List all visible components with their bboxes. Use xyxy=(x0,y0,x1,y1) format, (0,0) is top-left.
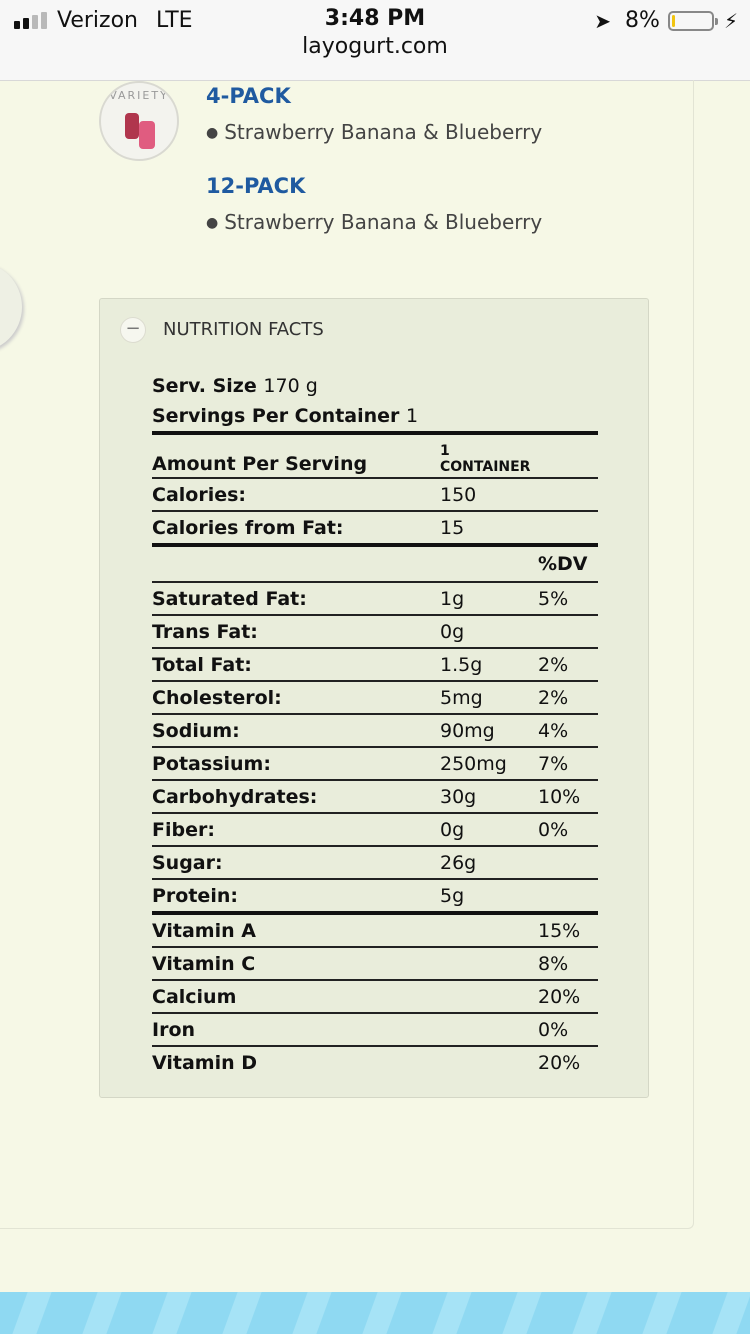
nutrient-dv: 7% xyxy=(538,752,569,775)
nutrition-header[interactable]: NUTRITION FACTS xyxy=(163,319,324,340)
nutrient-label: Protein: xyxy=(152,884,238,907)
nutrient-label: Carbohydrates: xyxy=(152,785,318,808)
nutrient-row xyxy=(152,781,598,814)
nutrient-row xyxy=(152,814,598,847)
nutrient-label: Cholesterol: xyxy=(152,686,282,709)
nutrient-row xyxy=(152,616,598,649)
vitamin-row xyxy=(152,1014,598,1047)
charging-icon: ⚡ xyxy=(723,8,738,33)
vitamin-row xyxy=(152,915,598,948)
footer-stripe xyxy=(292,1292,331,1334)
footer-stripe xyxy=(12,1292,51,1334)
address-bar[interactable]: layogurt.com xyxy=(302,34,448,59)
nutrient-amount: 90mg xyxy=(440,719,495,742)
vitamin-label: Iron xyxy=(152,1018,196,1041)
pack-title-4: 4-PACK xyxy=(206,84,291,108)
vitamin-row xyxy=(152,981,598,1014)
nutrient-amount: 1.5g xyxy=(440,653,483,676)
vitamin-row xyxy=(152,948,598,981)
nutrient-row xyxy=(152,847,598,880)
status-bar xyxy=(0,0,750,81)
dv-header-row xyxy=(152,547,598,583)
nutrient-amount: 5mg xyxy=(440,686,483,709)
vitamin-label: Vitamin C xyxy=(152,952,256,975)
vitamin-label: Vitamin A xyxy=(152,919,256,942)
nutrient-dv: 0% xyxy=(538,818,569,841)
footer-stripe xyxy=(362,1292,401,1334)
footer-stripe xyxy=(502,1292,541,1334)
nutrient-label: Saturated Fat: xyxy=(152,587,307,610)
calories-row: Calories: 150 xyxy=(152,479,598,512)
nutrient-label: Fiber: xyxy=(152,818,215,841)
amount-per-serving-label: Amount Per Serving xyxy=(152,453,368,475)
nutrient-row xyxy=(152,715,598,748)
serving-size: Serv. Size 170 g xyxy=(152,375,318,397)
nutrition-panel xyxy=(99,298,649,1098)
footer-stripe xyxy=(572,1292,611,1334)
location-arrow-icon: ➤ xyxy=(594,8,612,33)
dv-header: %DV xyxy=(538,553,588,575)
amount-header-row xyxy=(152,431,598,479)
footer-stripe xyxy=(152,1292,191,1334)
servings-per-container: Servings Per Container 1 xyxy=(152,405,419,427)
clock: 3:48 PM xyxy=(324,6,426,31)
footer-stripe xyxy=(82,1292,121,1334)
vitamin-dv: 8% xyxy=(538,952,569,975)
battery-percent: 8% xyxy=(625,8,660,33)
carrier-name: Verizon xyxy=(57,8,138,33)
footer-bar xyxy=(0,1292,750,1334)
container-header: 1 CONTAINER xyxy=(440,443,531,475)
variety-badge xyxy=(99,81,179,161)
nutrient-amount: 0g xyxy=(440,818,465,841)
nutrient-dv: 10% xyxy=(538,785,581,808)
pack-flavor-12: ● Strawberry Banana & Blueberry xyxy=(206,210,543,234)
footer-stripe xyxy=(712,1292,750,1334)
nutrient-amount: 1g xyxy=(440,587,465,610)
vitamin-dv: 0% xyxy=(538,1018,569,1041)
nutrient-row xyxy=(152,682,598,715)
nutrient-dv: 2% xyxy=(538,653,569,676)
nutrient-amount: 30g xyxy=(440,785,477,808)
nutrient-label: Sugar: xyxy=(152,851,223,874)
status-right xyxy=(594,8,738,33)
vitamin-dv: 15% xyxy=(538,919,581,942)
vitamin-row xyxy=(152,1047,598,1078)
calories-from-fat-row: Calories from Fat: 15 xyxy=(152,512,598,547)
nutrient-dv: 5% xyxy=(538,587,569,610)
nutrient-row xyxy=(152,748,598,781)
vitamin-dv: 20% xyxy=(538,985,581,1008)
vitamin-label: Vitamin D xyxy=(152,1051,258,1074)
nutrient-amount: 26g xyxy=(440,851,477,874)
network-type: LTE xyxy=(156,8,193,33)
footer-stripe xyxy=(222,1292,261,1334)
nutrient-dv: 4% xyxy=(538,719,569,742)
nutrient-row xyxy=(152,583,598,616)
variety-badge-label: VARIETY xyxy=(109,89,169,102)
nutrient-label: Trans Fat: xyxy=(152,620,258,643)
battery-fill xyxy=(672,15,675,27)
nutrient-amount: 0g xyxy=(440,620,465,643)
collapse-toggle-icon[interactable]: − xyxy=(120,317,146,343)
nutrient-amount: 5g xyxy=(440,884,465,907)
pack-flavor-4: ● Strawberry Banana & Blueberry xyxy=(206,120,543,144)
nutrient-dv: 2% xyxy=(538,686,569,709)
nutrient-amount: 250mg xyxy=(440,752,507,775)
nutrient-label: Potassium: xyxy=(152,752,271,775)
footer-stripe xyxy=(642,1292,681,1334)
nutrient-label: Sodium: xyxy=(152,719,240,742)
nutrient-row xyxy=(152,880,598,915)
battery-icon xyxy=(668,11,714,31)
nutrition-table xyxy=(152,375,598,1078)
nutrient-label: Total Fat: xyxy=(152,653,252,676)
nutrient-row xyxy=(152,649,598,682)
vitamin-dv: 20% xyxy=(538,1051,581,1074)
pack-title-12: 12-PACK xyxy=(206,174,306,198)
yogurt-cup-icon xyxy=(125,113,139,139)
vitamin-label: Calcium xyxy=(152,985,237,1008)
yogurt-cup-icon xyxy=(139,121,155,149)
footer-stripe xyxy=(432,1292,471,1334)
